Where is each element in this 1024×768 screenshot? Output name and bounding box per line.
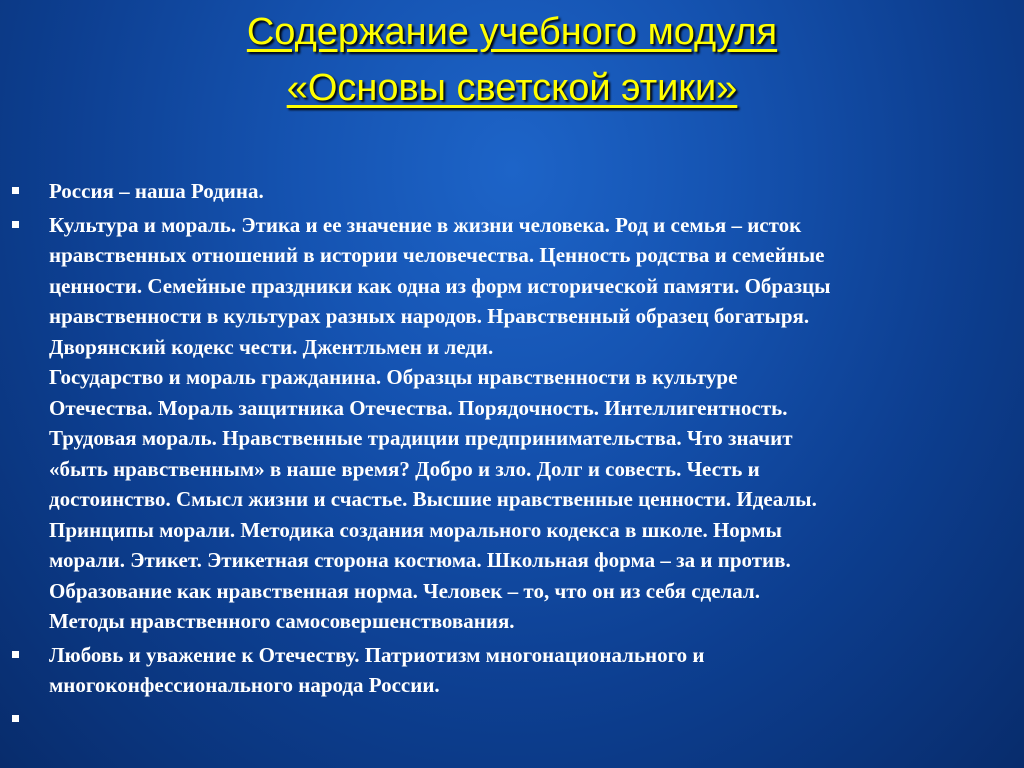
bullet-text-line: Методы нравственного самосовершенствования.: [49, 609, 515, 633]
bullet-text-line: многоконфессионального народа России.: [49, 673, 440, 697]
bullet-list: [12, 176, 1012, 737]
square-bullet-icon: [12, 715, 19, 722]
square-bullet-icon: [12, 221, 19, 228]
bullet-text-line: Трудовая мораль. Нравственные традиции предпринимательства. Что значит: [49, 426, 793, 450]
bullet-text-line: морали. Этикет. Этикетная сторона костюма. Школьная форма – за и против.: [49, 548, 791, 572]
bullet-text-line: Государство и мораль гражданина. Образцы нравственности в культуре: [49, 365, 738, 389]
square-bullet-icon: [12, 651, 19, 658]
bullet-item: [12, 640, 1012, 701]
bullet-text-line: Отечества. Мораль защитника Отечества. Порядочность. Интеллигентность.: [49, 395, 788, 420]
bullet-text-line: ценности. Семейные праздники как одна из форм исторической памяти. Образцы: [49, 273, 831, 298]
square-bullet-icon: [12, 187, 19, 194]
bullet-item-empty: [12, 704, 1012, 734]
bullet-text-line: нравственных отношений в истории человечества. Ценность родства и семейные: [49, 243, 825, 267]
bullet-item: [12, 176, 1012, 207]
bullet-text-line: Образование как нравственная норма. Человек – то, что он из себя сделал.: [49, 578, 760, 603]
bullet-text-line: достоинство. Смысл жизни и счастье. Высшие нравственные ценности. Идеалы.: [49, 487, 817, 511]
bullet-item: [12, 210, 1012, 637]
slide-title: [0, 4, 1024, 116]
bullet-text-line: нравственности в культурах разных народов. Нравственный образец богатыря.: [49, 304, 810, 328]
title-line-1: Содержание учебного модуля: [246, 11, 778, 53]
bullet-text-line: Россия – наша Родина.: [49, 179, 264, 203]
bullet-text-line: Любовь и уважение к Отечеству. Патриотизм многонационального и: [49, 642, 705, 667]
bullet-text-line: Дворянский кодекс чести. Джентльмен и леди.: [49, 334, 494, 359]
title-line-2: «Основы светской этики»: [286, 67, 738, 109]
bullet-text-line: «быть нравственным» в наше время? Добро и зло. Долг и совесть. Честь и: [49, 456, 760, 481]
bullet-text-line: Принципы морали. Методика создания морального кодекса в школе. Нормы: [49, 517, 782, 542]
bullet-text-line: Культура и мораль. Этика и ее значение в жизни человека. Род и семья – исток: [49, 212, 802, 237]
